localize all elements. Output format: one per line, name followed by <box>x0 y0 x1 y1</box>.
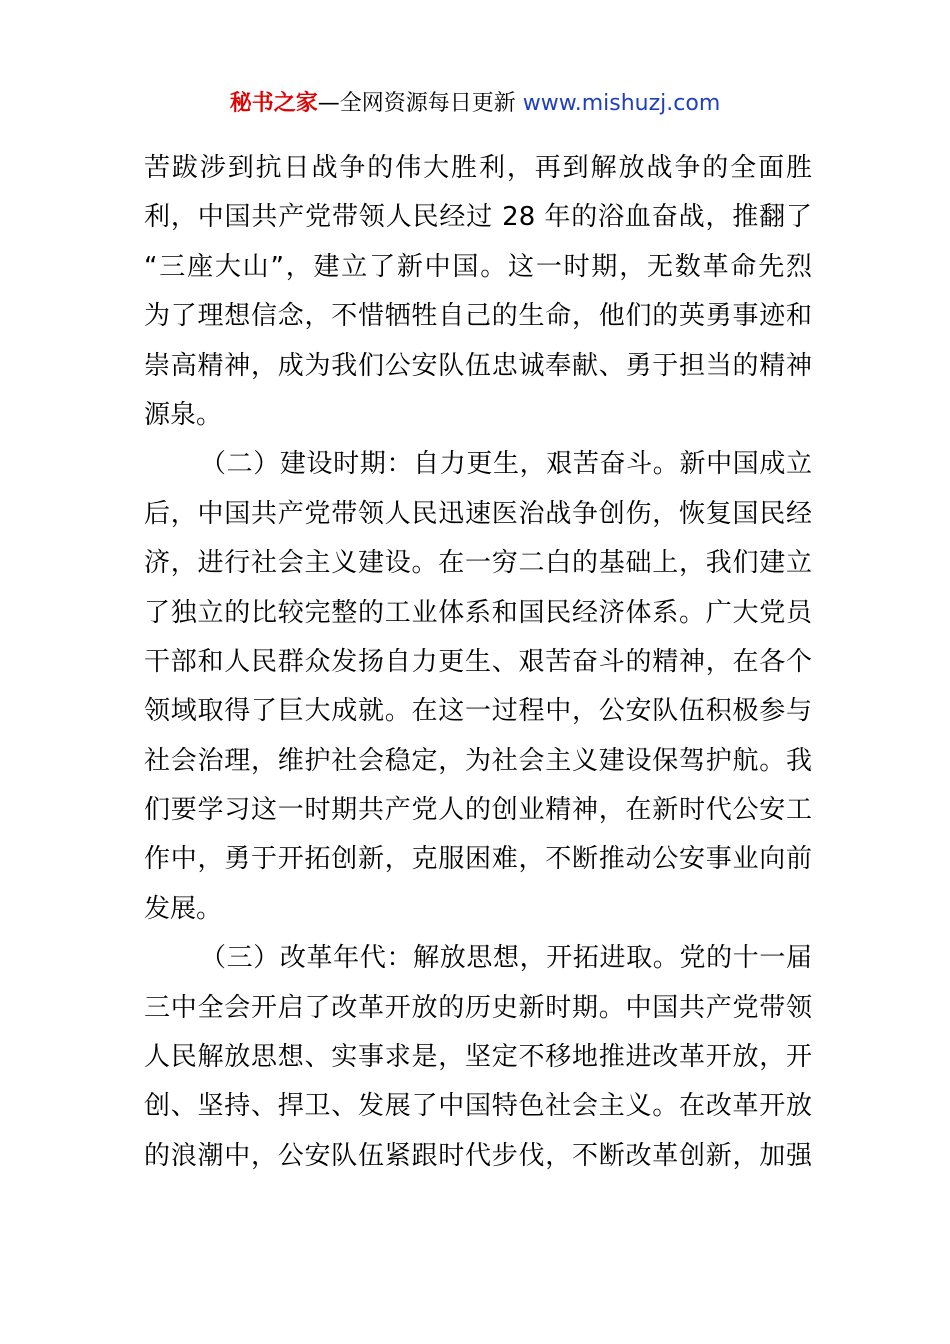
brand-name: 秘书之家 <box>229 91 318 116</box>
text-line: 崇高精神，成为我们公安队伍忠诚奉献、勇于担当的精神 <box>144 350 812 381</box>
section-heading-line: （三）改革年代：解放思想，开拓进取。党的十一届 <box>200 943 812 974</box>
site-url-link[interactable]: www.mishuzj.com <box>522 91 721 116</box>
text-line: 作中，勇于开拓创新，克服困难，不断推动公安事业向前 <box>144 844 812 875</box>
text-line: 们要学习这一时期共产党人的创业精神，在新时代公安工 <box>144 795 812 826</box>
text-line: 利，中国共产党带领人民经过 28 年的浴血奋战，推翻了 <box>144 202 812 233</box>
site-header <box>0 88 950 120</box>
section-heading-line: （二）建设时期：自力更生，艰苦奋斗。新中国成立 <box>200 449 812 480</box>
header-tagline: —全网资源每日更新 <box>317 91 516 116</box>
text-line: 社会治理，维护社会稳定，为社会主义建设保驾护航。我 <box>144 745 812 776</box>
text-line: 发展。 <box>144 893 223 924</box>
text-line: 三中全会开启了改革开放的历史新时期。中国共产党带领 <box>144 992 812 1023</box>
text-line: 领域取得了巨大成就。在这一过程中，公安队伍积极参与 <box>144 696 812 727</box>
text-line: 人民解放思想、实事求是，坚定不移地推进改革开放，开 <box>144 1042 812 1073</box>
text-line: 源泉。 <box>144 399 223 430</box>
text-line: 济，进行社会主义建设。在一穷二白的基础上，我们建立 <box>144 548 812 579</box>
text-line: 苦跋涉到抗日战争的伟大胜利，再到解放战争的全面胜 <box>144 153 812 183</box>
text-line: 为了理想信念，不惜牺牲自己的生命，他们的英勇事迹和 <box>144 301 812 332</box>
text-line: 了独立的比较完整的工业体系和国民经济体系。广大党员 <box>144 597 812 628</box>
text-line: “三座大山”，建立了新中国。这一时期，无数革命先烈 <box>144 251 812 282</box>
text-line: 创、坚持、捍卫、发展了中国特色社会主义。在改革开放 <box>144 1091 812 1122</box>
text-line: 的浪潮中，公安队伍紧跟时代步伐，不断改革创新，加强 <box>144 1140 812 1171</box>
text-line: 后，中国共产党带领人民迅速医治战争创伤，恢复国民经 <box>144 498 812 529</box>
document-body <box>144 144 812 1181</box>
text-line: 干部和人民群众发扬自力更生、艰苦奋斗的精神，在各个 <box>144 646 812 677</box>
